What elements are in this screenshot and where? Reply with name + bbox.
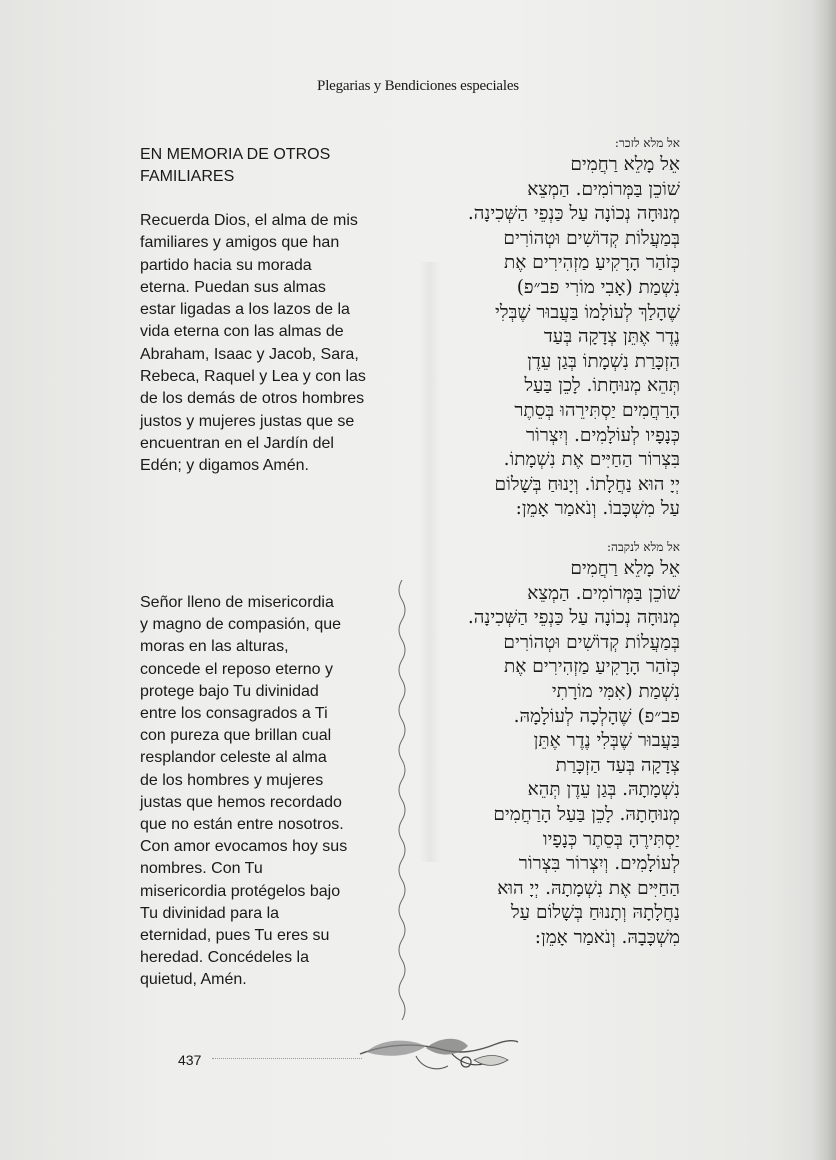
hebrew-line: כְּנָפָיו לְעוֹלָמִים. וְיִצְרוֹר xyxy=(525,424,680,446)
text-line: y magno de compasión, que xyxy=(140,616,342,634)
prayer-instruction: אל מלא לנקבה: xyxy=(606,540,680,554)
text-line: Con amor evocamos hoy sus xyxy=(140,838,348,856)
footer-rule xyxy=(212,1058,362,1059)
hebrew-line: כְּזֹהַר הָרָקִיעַ מַזְהִירִים אֶת xyxy=(503,252,680,274)
hebrew-line: בְּמַעֲלוֹת קְדוֹשִׁים וּטְהוֹרִים xyxy=(503,227,680,249)
text-line: Tu divinidad para la xyxy=(140,904,280,922)
text-line: Edén; y digamos Amén. xyxy=(140,457,309,475)
memorial-paragraph xyxy=(140,210,392,478)
text-line: quietud, Amén. xyxy=(140,971,247,989)
text-line: protege bajo Tu divinidad xyxy=(140,682,319,700)
text-line: Rebeca, Raquel y Lea y con las xyxy=(140,368,366,386)
text-line: moras en las alturas, xyxy=(140,638,289,656)
text-line: encuentran en el Jardín del xyxy=(140,434,334,452)
hebrew-line: יְיָ הוּא נַחֲלָתוֹ. וְיָנוּחַ בְּשָׁלוֹם xyxy=(494,473,680,495)
text-line: misericordia protégelos bajo xyxy=(140,882,341,900)
hebrew-line: הַחַיִּים אֶת נִשְׁמָתָהּ. יְיָ הוּא xyxy=(497,877,680,899)
hebrew-line: פב״פ) שֶׁהָלְכָה לְעוֹלָמָהּ. xyxy=(513,705,680,727)
prayer-instruction: אל מלא לזכר: xyxy=(614,136,680,150)
text-line: justas que hemos recordado xyxy=(140,793,342,811)
hebrew-prayer-female xyxy=(410,538,680,951)
hebrew-prayer-male xyxy=(410,134,680,522)
hebrew-line: נֶדֶר אֶתֵּן צְדָקָה בְּעַד xyxy=(543,326,680,348)
page-edge-shadow xyxy=(812,0,836,1160)
hebrew-line: נִשְׁמָתָהּ. בְּגַן עֵדֶן תְּהֵא xyxy=(527,779,680,801)
text-line: concede el reposo eterno y xyxy=(140,660,334,678)
hebrew-line: בַּעֲבוּר שֶׁבְּלִי נֶדֶר אֶתֵּן xyxy=(533,730,680,752)
hebrew-line: בְּמַעֲלוֹת קְדוֹשִׁים וּטְהוֹרִים xyxy=(503,631,680,653)
text-line: nombres. Con Tu xyxy=(140,860,263,878)
hebrew-line: לְעוֹלָמִים. וְיִצְרוֹר בִּצְרוֹר xyxy=(518,853,680,875)
hebrew-line: שֶׁהָלַךְ לְעוֹלָמוֹ בַּעֲבוּר שֶׁבְּלִי xyxy=(495,301,680,323)
hebrew-line: כְּזֹהַר הָרָקִיעַ מַזְהִירִים אֶת xyxy=(503,656,680,678)
hebrew-line: מְנוּחָה נְכוֹנָה עַל כַּנְפֵי הַשְּׁכִינָה. xyxy=(467,607,680,629)
hebrew-line: הַזְכָּרַת נִשְׁמָתוֹ בְּגַן עֵדֶן xyxy=(527,350,680,372)
hebrew-line: נִשְׁמַת (אָבִי מוֹרִי פב״פ) xyxy=(516,276,680,298)
text-line: partido hacia su morada xyxy=(140,256,312,274)
text-line: resplandor celeste al alma xyxy=(140,749,327,767)
hebrew-line: מְנוּחָה נְכוֹנָה עַל כַּנְפֵי הַשְּׁכִינָה. xyxy=(467,203,680,225)
hebrew-line: הָרַחֲמִים יַסְתִּירֵהוּ בְּסֵתֶר xyxy=(514,399,680,421)
section-title-line: EN MEMORIA DE OTROS xyxy=(140,146,331,163)
text-line: con pureza que brillan cual xyxy=(140,727,332,745)
text-line: eternidad, pues Tu eres su xyxy=(140,927,330,945)
floral-ornament-icon xyxy=(356,1024,520,1080)
running-title: Plegarias y Bendiciones especiales xyxy=(317,78,519,94)
wavy-divider-icon xyxy=(392,580,412,1020)
hebrew-line: נַחֲלָתָהּ וְתָנוּחַ בְּשָׁלוֹם עַל xyxy=(511,902,680,924)
hebrew-line: בִּצְרוֹר הַחַיִּים אֶת נִשְׁמָתוֹ. xyxy=(503,449,680,471)
text-line: familiares y amigos que han xyxy=(140,234,340,252)
el-male-rachamim-translation xyxy=(140,592,392,992)
text-line: Recuerda Dios, el alma de mis xyxy=(140,212,358,229)
text-line: estar ligadas a los lazos de la xyxy=(140,301,350,319)
text-line: heredad. Concédeles la xyxy=(140,949,310,967)
text-line: de los hombres y mujeres xyxy=(140,771,324,789)
section-title xyxy=(140,144,392,188)
hebrew-line: עַל מִשְׁכָּבוֹ. וְנֹאמַר אָמֵן: xyxy=(515,498,680,520)
text-line: Abraham, Isaac y Jacob, Sara, xyxy=(140,345,359,363)
text-line: Señor lleno de misericordia xyxy=(140,594,334,611)
hebrew-line: נִשְׁמַת (אִמִּי מוֹרָתִי xyxy=(551,680,680,702)
text-line: eterna. Puedan sus almas xyxy=(140,278,326,296)
hebrew-line: שׁוֹכֵן בַּמְּרוֹמִים. הַמְצֵא xyxy=(527,582,680,604)
hebrew-line: מִשְׁכָּבָהּ. וְנֹאמַר אָמֵן: xyxy=(534,926,680,948)
text-line: vida eterna con las almas de xyxy=(140,323,344,341)
hebrew-line: תְּהֵא מְנוּחָתוֹ. לָכֵן בַּעַל xyxy=(524,375,680,397)
text-line: que no están entre nosotros. xyxy=(140,816,344,834)
hebrew-line: אֵל מָלֵא רַחֲמִים xyxy=(570,558,680,579)
hebrew-line: אֵל מָלֵא רַחֲמִים xyxy=(570,154,680,175)
page-number: 437 xyxy=(178,1052,202,1068)
hebrew-line: מְנוּחָתָהּ. לָכֵן בַּעַל הָרַחֲמִים xyxy=(493,803,680,825)
hebrew-line: שׁוֹכֵן בַּמְּרוֹמִים. הַמְצֵא xyxy=(527,178,680,200)
text-line: de los demás de otros hombres xyxy=(140,390,365,408)
text-line: justos y mujeres justas que se xyxy=(140,412,355,430)
hebrew-line: צְדָקָה בְּעַד הַזְכָּרַת xyxy=(555,754,680,776)
section-title-line: FAMILIARES xyxy=(140,168,235,185)
hebrew-line: יַסְתִּירֶהָ בְּסֵתֶר כְּנָפָיו xyxy=(542,828,680,850)
text-line: entre los consagrados a Ti xyxy=(140,705,328,723)
